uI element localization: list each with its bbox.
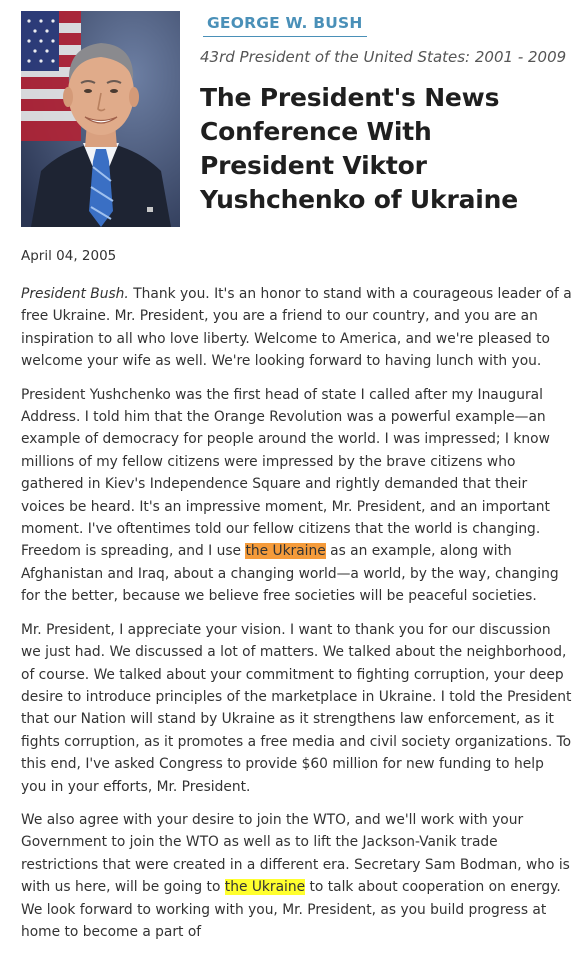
document-date: April 04, 2005	[21, 248, 117, 264]
paragraph-text: Thank you. It's an honor to stand with a courageous leader of a free Ukraine. Mr. President, you are a friend to our country, and you are an inspiration to all who love liberty. Welcome to America, and we're pleased to welcome your wife as well. We're looking forward to having lunch with you.	[21, 286, 572, 370]
paragraph	[21, 384, 573, 608]
speaker-label: President Bush.	[21, 286, 129, 302]
header-text	[200, 11, 570, 217]
paragraph: Mr. President, I appreciate your vision. I want to thank you for our discussion we just had. We discussed a lot of matters. We talked about the neighborhood, of course. We talked about your commitment to fighting corruption, your deep desire to introduce principles of the marketplace in Ukraine. I told the President that our Nation will stand by Ukraine as it strengthens law enforcement, as it fights corruption, as it promotes a free media and civil society organizations. To this end, I've asked Congress to provide $60 million for new funding to help you in your efforts, Mr. President.	[21, 621, 572, 795]
president-name-link[interactable]: GEORGE W. BUSH	[203, 11, 367, 37]
document-page	[21, 11, 573, 954]
highlighted-term: the Ukraine	[245, 543, 326, 560]
president-portrait	[21, 11, 180, 227]
document-body	[21, 283, 573, 943]
paragraph-text: We also agree with your desire to join the WTO, and we'll work with your Government to join the WTO as well as to lift the Jackson-Vanik trade restrictions that were created in a different era. Secretary Sam Bodman, who is with us here, will be going to	[21, 811, 570, 896]
paragraph	[21, 283, 573, 373]
document-title: The President's News Conference With President Viktor Yushchenko of Ukraine	[200, 83, 518, 214]
highlighted-term: the Ukraine	[224, 879, 306, 896]
paragraph-text: President Yushchenko was the first head of state I called after my Inaugural Address. I told him that the Orange Revolution was a powerful example—an example of democracy for people around the world. I was impressed; I know millions of my fellow citizens were impressed by the brave citizens who gathered in Kiev's Independence Square and rightly demanded that their voices be heard. It's an impressive moment, Mr. President, and an important moment. I've oftentimes told our fellow citizens that the world is changing. Freedom is spreading, and I use	[21, 386, 550, 560]
document-header	[21, 11, 573, 227]
paragraph-text: to talk about cooperation on energy. We look forward to working with you, Mr. President, as you build progress at home to become a part of	[21, 879, 561, 940]
paragraph	[21, 809, 573, 943]
paragraph-text: as an example, along with Afghanistan and Iraq, about a changing world—a world, by the way, changing for the better, because we believe free societies will be peaceful societies.	[21, 543, 559, 605]
president-term: 43rd President of the United States: 2001 - 2009	[200, 48, 567, 66]
